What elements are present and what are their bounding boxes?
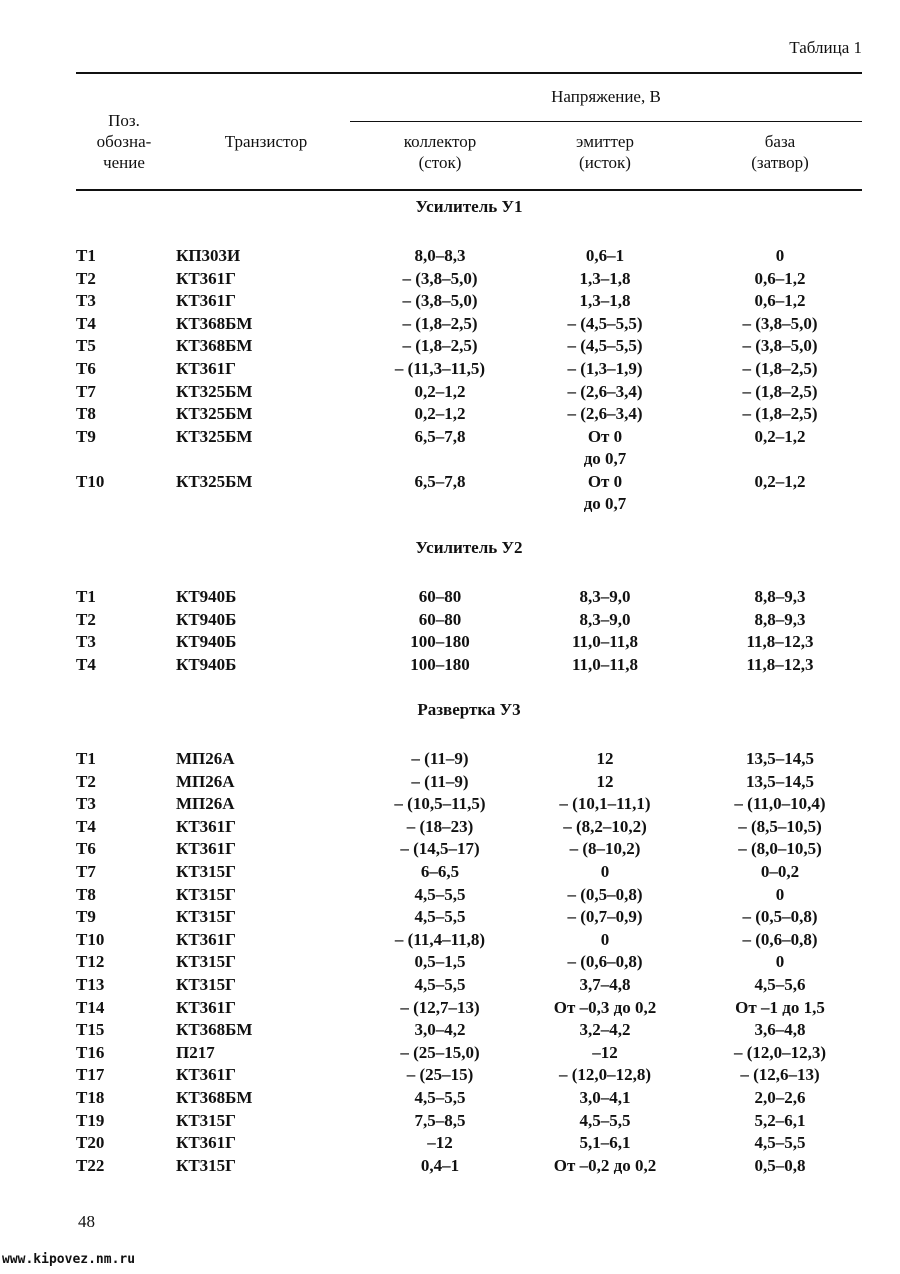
table-row (0, 471, 900, 513)
cell-collector: 60–80 (418, 587, 462, 606)
cell-emitter: – (1,3–1,9) (567, 359, 643, 378)
cell-position: Т2 (76, 268, 96, 288)
cell-collector: – (11–9) (411, 771, 469, 791)
header-transistor: Транзистор (224, 132, 308, 151)
table-row (0, 1087, 900, 1109)
cell-base: 0 (775, 246, 785, 265)
table-row (0, 1064, 900, 1086)
cell-transistor: КТ361Г (176, 359, 236, 378)
header-pos: Поз. обозна- чение (96, 111, 152, 172)
cell-emitter: – (4,5–5,5) (567, 336, 643, 356)
cell-collector: – (11–9) (411, 749, 469, 768)
cell-transistor: КТ361Г (176, 268, 236, 288)
cell-position: Т20 (76, 1133, 105, 1153)
table-row (0, 609, 900, 631)
cell-emitter: 0 (600, 862, 610, 881)
cell-collector: 0,4–1 (420, 1155, 460, 1175)
table-row (0, 1110, 900, 1132)
cell-base: – (0,6–0,8) (742, 929, 818, 949)
cell-base: 4,5–5,6 (754, 975, 806, 994)
cell-emitter: – (12,0–12,8) (558, 1065, 652, 1085)
cell-transistor: КТ361Г (176, 929, 236, 949)
cell-emitter: – (10,1–11,1) (559, 794, 651, 814)
table-row (0, 997, 900, 1019)
cell-base: – (11,0–10,4) (734, 794, 826, 814)
section-title: Развертка У3 (417, 700, 521, 719)
cell-position: Т10 (76, 472, 105, 491)
cell-transistor: КТ315Г (176, 1155, 236, 1175)
header-voltage-rule (350, 121, 862, 122)
table-row (0, 403, 900, 425)
cell-base: – (12,6–13) (740, 1065, 820, 1085)
cell-base: 0,6–1,2 (754, 291, 806, 311)
cell-base: 8,8–9,3 (754, 609, 806, 629)
cell-transistor: МП26А (176, 749, 235, 768)
cell-position: Т9 (76, 426, 96, 446)
cell-position: Т4 (76, 654, 96, 674)
table-row (0, 654, 900, 676)
header-base: база (затвор) (751, 132, 809, 172)
table-row (0, 771, 900, 793)
cell-collector: 4,5–5,5 (414, 975, 466, 994)
cell-position: Т1 (76, 246, 96, 265)
cell-emitter: – (0,5–0,8) (567, 884, 643, 904)
cell-collector: – (1,8–2,5) (402, 313, 478, 333)
table-row (0, 313, 900, 335)
cell-base: – (3,8–5,0) (742, 336, 818, 356)
cell-transistor: КТ315Г (176, 862, 236, 881)
cell-emitter: – (8,2–10,2) (563, 816, 647, 836)
section-title: Усилитель У2 (415, 538, 523, 557)
cell-position: Т3 (76, 632, 96, 652)
cell-position: Т19 (76, 1110, 105, 1130)
cell-emitter: От –0,3 до 0,2 (553, 997, 657, 1017)
cell-base: От –1 до 1,5 (735, 997, 825, 1017)
cell-transistor: КТ315Г (176, 884, 236, 904)
cell-transistor: КТ325БМ (176, 426, 253, 446)
cell-base: 0,2–1,2 (754, 426, 806, 446)
cell-base: 4,5–5,5 (754, 1133, 806, 1153)
cell-position: Т12 (76, 952, 105, 972)
cell-base: 13,5–14,5 (746, 771, 814, 791)
cell-collector: 7,5–8,5 (414, 1110, 466, 1130)
table-row (0, 1155, 900, 1177)
cell-position: Т2 (76, 771, 96, 791)
cell-collector: 0,5–1,5 (414, 952, 466, 972)
cell-transistor: КТ315Г (176, 975, 236, 994)
cell-transistor: КТ315Г (176, 1110, 236, 1130)
cell-transistor: КТ368БМ (176, 336, 253, 356)
cell-transistor: КТ940Б (176, 654, 237, 674)
table-row (0, 586, 900, 608)
cell-position: Т17 (76, 1065, 105, 1085)
cell-base: 0–0,2 (760, 862, 800, 881)
table-row (0, 748, 900, 770)
table-row (0, 884, 900, 906)
cell-transistor: КТ325БМ (176, 381, 253, 401)
cell-position: Т14 (76, 997, 105, 1017)
cell-transistor: КТ361Г (176, 816, 236, 836)
cell-base: 0,6–1,2 (754, 268, 806, 288)
cell-position: Т7 (76, 381, 96, 401)
cell-emitter: 8,3–9,0 (579, 587, 631, 606)
cell-position: Т4 (76, 816, 96, 836)
page-number: 48 (78, 1212, 95, 1231)
table-row (0, 290, 900, 312)
cell-base: 0 (775, 884, 785, 904)
cell-collector: 3,0–4,2 (414, 1020, 466, 1040)
cell-transistor: МП26А (176, 771, 235, 791)
cell-position: Т15 (76, 1020, 105, 1040)
cell-base: 0,2–1,2 (754, 472, 806, 491)
table-row (0, 335, 900, 357)
table-row (0, 381, 900, 403)
cell-emitter: – (8–10,2) (569, 839, 641, 859)
cell-collector: –12 (427, 1133, 453, 1153)
cell-collector: – (18–23) (406, 816, 474, 836)
footer-url: www.kipovez.nm.ru (2, 1252, 136, 1267)
cell-emitter: 0,6–1 (585, 246, 625, 265)
table-row (0, 793, 900, 815)
cell-transistor: КТ361Г (176, 291, 236, 311)
cell-collector: 100–180 (410, 632, 470, 652)
cell-position: Т2 (76, 609, 96, 629)
table-header-rule (76, 189, 862, 191)
cell-collector: 100–180 (410, 654, 470, 674)
cell-emitter: 1,3–1,8 (579, 268, 631, 288)
cell-collector: 0,2–1,2 (414, 404, 466, 424)
cell-base: 5,2–6,1 (754, 1110, 806, 1130)
cell-emitter: 8,3–9,0 (579, 609, 631, 629)
cell-emitter: – (2,6–3,4) (567, 381, 643, 401)
cell-collector: – (11,3–11,5) (394, 359, 486, 378)
cell-base: 13,5–14,5 (746, 749, 814, 768)
cell-position: Т9 (76, 907, 96, 927)
cell-transistor: КТ325БМ (176, 404, 253, 424)
cell-base: 3,6–4,8 (754, 1020, 806, 1040)
cell-transistor: КТ315Г (176, 907, 236, 927)
table-row (0, 245, 900, 267)
cell-transistor: П217 (176, 1042, 215, 1062)
table-row (0, 929, 900, 951)
cell-emitter: 3,0–4,1 (579, 1088, 631, 1107)
cell-transistor: КТ315Г (176, 952, 236, 972)
cell-position: Т13 (76, 975, 105, 994)
cell-collector: 6,5–7,8 (414, 426, 466, 446)
table-row (0, 974, 900, 996)
cell-collector: – (25–15) (406, 1065, 474, 1085)
cell-base: – (8,0–10,5) (738, 839, 822, 859)
cell-emitter: 12 (596, 749, 614, 768)
cell-transistor: КТ368БМ (176, 313, 253, 333)
cell-base: 2,0–2,6 (754, 1088, 806, 1107)
cell-base: – (1,8–2,5) (742, 359, 818, 378)
cell-collector: 4,5–5,5 (414, 907, 466, 927)
table-row (0, 631, 900, 653)
cell-emitter: –12 (592, 1042, 618, 1062)
header-collector: коллектор (сток) (403, 132, 477, 172)
cell-collector: 6–6,5 (420, 862, 460, 881)
table-row (0, 1132, 900, 1154)
table-row (0, 951, 900, 973)
cell-position: Т6 (76, 359, 96, 378)
cell-base: 0 (775, 952, 785, 972)
table-row (0, 861, 900, 883)
cell-collector: 4,5–5,5 (414, 884, 466, 904)
table-row (0, 1042, 900, 1064)
cell-collector: 4,5–5,5 (414, 1088, 466, 1107)
cell-transistor: КТ368БМ (176, 1088, 253, 1107)
cell-base: – (0,5–0,8) (742, 907, 818, 927)
cell-position: Т8 (76, 884, 96, 904)
cell-position: Т22 (76, 1155, 105, 1175)
cell-transistor: КП303И (176, 246, 241, 265)
cell-emitter: 11,0–11,8 (571, 632, 639, 652)
cell-emitter: 0 (600, 929, 610, 949)
cell-position: Т8 (76, 404, 96, 424)
cell-position: Т18 (76, 1088, 105, 1107)
cell-transistor: КТ368БМ (176, 1020, 253, 1040)
cell-base: 8,8–9,3 (754, 587, 806, 606)
cell-transistor: КТ361Г (176, 839, 236, 859)
cell-transistor: КТ940Б (176, 587, 237, 606)
table-row (0, 838, 900, 860)
cell-transistor: КТ940Б (176, 609, 237, 629)
cell-collector: – (10,5–11,5) (394, 794, 486, 814)
cell-emitter: 3,7–4,8 (579, 975, 631, 994)
cell-position: Т5 (76, 336, 96, 356)
cell-position: Т3 (76, 794, 96, 814)
cell-base: 0,5–0,8 (754, 1155, 806, 1175)
cell-emitter: – (0,7–0,9) (567, 907, 643, 927)
cell-emitter: 1,3–1,8 (579, 291, 631, 311)
cell-emitter: От 0 до 0,7 (583, 472, 627, 513)
cell-position: Т4 (76, 313, 96, 333)
cell-emitter: 5,1–6,1 (579, 1133, 631, 1153)
table-row (0, 268, 900, 290)
cell-collector: – (11,4–11,8) (394, 929, 486, 949)
cell-collector: – (3,8–5,0) (402, 291, 478, 311)
cell-emitter: 3,2–4,2 (579, 1020, 631, 1040)
cell-position: Т3 (76, 291, 96, 311)
cell-emitter: – (4,5–5,5) (567, 313, 643, 333)
table-row (0, 1019, 900, 1041)
cell-position: Т7 (76, 862, 96, 881)
table-caption: Таблица 1 (789, 38, 862, 57)
cell-transistor: КТ325БМ (176, 472, 253, 491)
cell-emitter: 11,0–11,8 (571, 654, 639, 674)
cell-base: – (1,8–2,5) (742, 381, 818, 401)
header-voltage: Напряжение, В (551, 87, 661, 106)
section-title: Усилитель У1 (415, 197, 523, 216)
cell-collector: 0,2–1,2 (414, 381, 466, 401)
cell-collector: – (12,7–13) (400, 997, 480, 1017)
cell-transistor: КТ361Г (176, 997, 236, 1017)
cell-base: – (1,8–2,5) (742, 404, 818, 424)
cell-collector: – (25–15,0) (400, 1042, 480, 1062)
cell-emitter: От 0 до 0,7 (583, 426, 627, 468)
cell-position: Т6 (76, 839, 96, 859)
cell-collector: – (3,8–5,0) (402, 268, 478, 288)
table-row (0, 358, 900, 380)
cell-base: – (12,0–12,3) (733, 1042, 827, 1062)
cell-position: Т1 (76, 749, 96, 768)
cell-collector: – (14,5–17) (400, 839, 480, 859)
cell-base: 11,8–12,3 (746, 632, 814, 652)
cell-emitter: – (2,6–3,4) (567, 404, 643, 424)
header-emitter: эмиттер (исток) (576, 132, 634, 172)
table-row (0, 426, 900, 468)
cell-emitter: 4,5–5,5 (579, 1110, 631, 1130)
cell-collector: 8,0–8,3 (414, 246, 466, 265)
table-row (0, 906, 900, 928)
cell-transistor: МП26А (176, 794, 235, 814)
cell-base: – (8,5–10,5) (738, 816, 822, 836)
cell-transistor: КТ361Г (176, 1065, 236, 1085)
table-row (0, 816, 900, 838)
cell-base: 11,8–12,3 (746, 654, 814, 674)
cell-emitter: 12 (596, 771, 614, 791)
cell-position: Т10 (76, 929, 105, 949)
cell-collector: – (1,8–2,5) (402, 336, 478, 356)
cell-emitter: – (0,6–0,8) (567, 952, 643, 972)
cell-collector: 60–80 (418, 609, 462, 629)
cell-position: Т16 (76, 1042, 105, 1062)
cell-transistor: КТ940Б (176, 632, 237, 652)
cell-transistor: КТ361Г (176, 1133, 236, 1153)
cell-position: Т1 (76, 587, 96, 606)
cell-emitter: От –0,2 до 0,2 (553, 1155, 657, 1175)
cell-collector: 6,5–7,8 (414, 472, 466, 491)
cell-base: – (3,8–5,0) (742, 313, 818, 333)
table-top-rule (76, 72, 862, 74)
